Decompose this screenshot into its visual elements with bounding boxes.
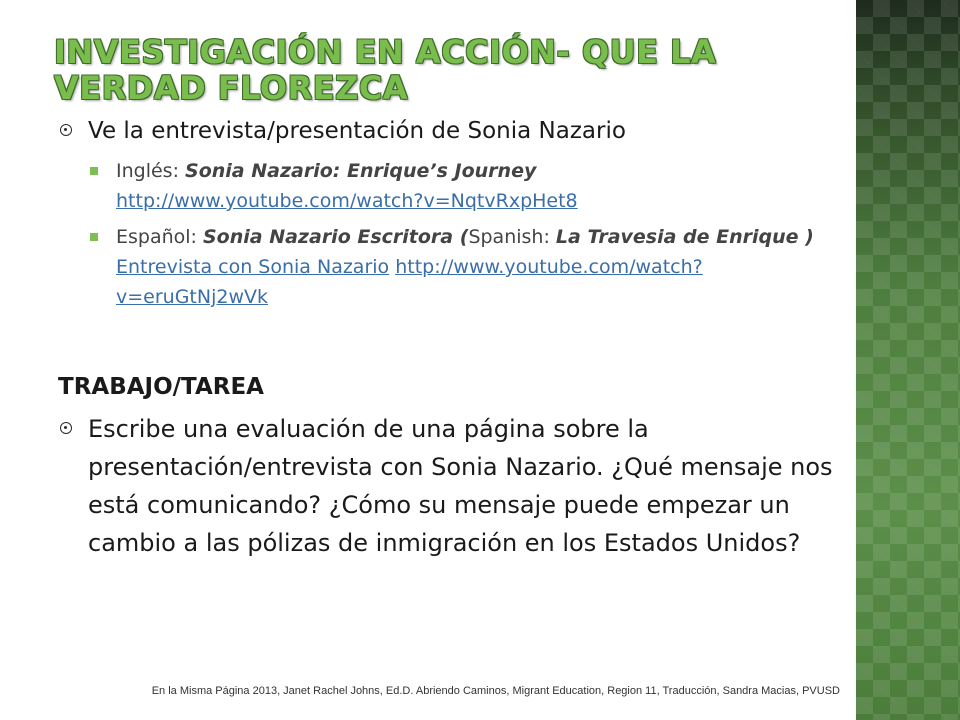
- youtube-link-spanish[interactable]: http://www.youtube.com/watch?v=eruGtNj2wVk: [116, 256, 703, 308]
- bullet-text: Ve la entrevista/presentación de Sonia Nazario: [88, 118, 626, 144]
- square-bullet-icon: [90, 167, 98, 175]
- section-heading: TRABAJO/TAREA: [58, 374, 264, 400]
- video-title-part-a: Sonia Nazario Escritora (: [203, 226, 469, 248]
- interview-link-text[interactable]: Entrevista con Sonia Nazario: [116, 256, 390, 278]
- footer-credits: En la Misma Página 2013, Janet Rachel Johns, Ed.D. Abriendo Caminos, Migrant Education, Region 11, Traducción, Sandra Macias, PVUSD: [151, 685, 840, 697]
- sub-bullet-english: [58, 156, 838, 216]
- bullet-assignment: [58, 410, 838, 562]
- video-title: Sonia Nazario: Enrique’s Journey: [185, 160, 537, 182]
- language-label: Español:: [116, 226, 203, 248]
- circle-bullet-icon: [60, 422, 72, 434]
- language-label: Inglés:: [116, 160, 186, 182]
- video-title-plain: Spanish:: [468, 226, 556, 248]
- circle-bullet-icon: [60, 124, 72, 136]
- square-bullet-icon: [90, 233, 98, 241]
- slide-body: [58, 112, 838, 564]
- youtube-link-english[interactable]: http://www.youtube.com/watch?v=NqtvRxpHet8: [116, 190, 578, 212]
- sub-bullet-spanish: [58, 222, 838, 312]
- slide-title: INVESTIGACIÓN EN ACCIÓN- QUE LA VERDAD FLOREZCA: [54, 33, 717, 107]
- decorative-side-band: [856, 0, 960, 720]
- bullet-watch-interview: [58, 112, 838, 150]
- assignment-text: Escribe una evaluación de una página sobre la presentación/entrevista con Sonia Nazario. ¿Qué mensaje nos está comunicando? ¿Cómo su mensaje puede empezar un cambio a las pólizas de inmigración en los Estados Unidos?: [88, 415, 833, 557]
- video-title-part-b: La Travesia de Enrique ): [555, 226, 814, 248]
